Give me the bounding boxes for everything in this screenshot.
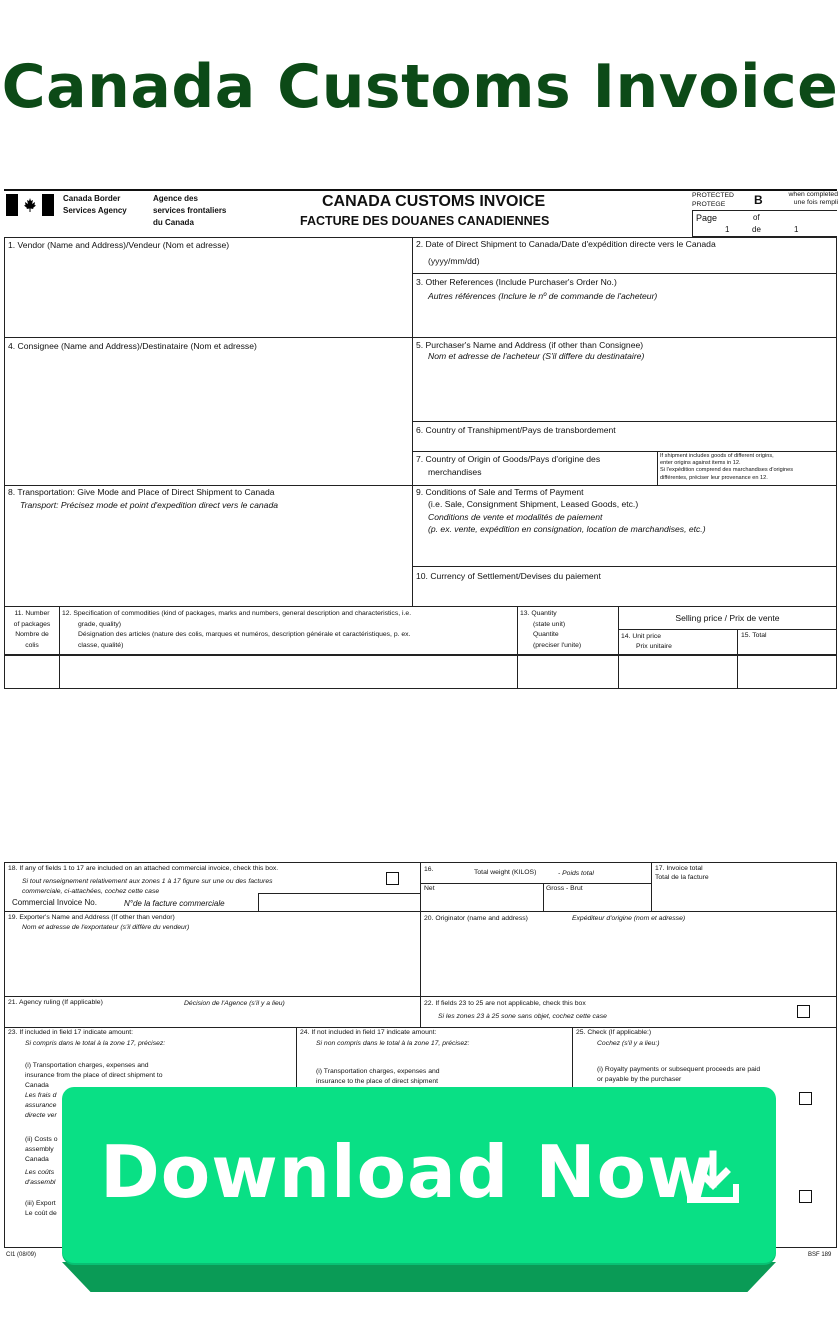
field-8-transportation[interactable]: 8. Transportation: Give Mode and Place of Direct Shipment to Canada [8,487,275,497]
when-completed-note: when completed une fois rempli [788,191,838,206]
field-5-fr: Nom et adresse de l'acheteur (S'il differe du destinataire) [428,351,645,361]
field-3-other-references[interactable]: 3. Other References (Include Purchaser's Order No.) [416,277,617,287]
field-25-i-checkbox[interactable] [799,1092,812,1105]
field-8-fr: Transport: Précisez mode et point d'expedition direct vers le canada [20,500,278,510]
commercial-invoice-no-fr: N°de la facture commerciale [124,899,225,908]
selling-price-header: Selling price / Prix de vente [675,613,780,623]
commercial-invoice-no-input[interactable] [259,894,419,910]
field-2-date-label: 2. Date of Direct Shipment to Canada/Date d'expédition directe vers le Canada [416,239,716,249]
field-21-agency-ruling[interactable]: 21. Agency ruling (If applicable) [8,999,103,1006]
field-9-conditions[interactable]: 9. Conditions of Sale and Terms of Payment [416,487,584,497]
field-18-checkbox[interactable] [386,872,399,885]
field-4-consignee[interactable]: 4. Consignee (Name and Address)/Destinataire (Nom et adresse) [8,341,257,351]
field-7-note: If shipment includes goods of different origins, enter origins against items in 12. Si l'expédition comprend des marchandises d'origines différentes, préciser leur provenance en 12. [660,453,794,481]
field-17-fr: Total de la facture [655,874,709,881]
de-label: de [752,225,761,234]
field-25-fr: Cochez (s'il y a lieu:) [597,1040,660,1047]
agency-name-en: Canada Border Services Agency [63,194,127,215]
field-25-i: (i) Royalty payments or subsequent proceeds are paid or payable by the purchaser [597,1066,761,1083]
field-20-fr: Expéditeur d'origine (nom et adresse) [572,915,686,922]
page-number: 1 [725,225,730,234]
field-17-invoice-total[interactable]: 17. Invoice total [655,865,703,872]
field-3-fr: Autres références (Inclure le nº de commande de l'acheteur) [428,291,658,301]
field-23-ii-fr: Les coûts d'assembl [25,1169,56,1186]
field-9-fr: Conditions de vente et modalités de paiement [428,512,603,522]
field-21-fr: Décision de l'Agence (s'il y a lieu) [184,1000,285,1007]
field-14-unit-price: 14. Unit price Prix unitaire [621,633,672,650]
field-22-checkbox[interactable] [797,1005,810,1018]
field-24-i[interactable]: (i) Transportation charges, expenses and insurance to the place of direct shipment [316,1068,440,1085]
field-1-vendor[interactable]: 1. Vendor (Name and Address)/Vendeur (Nom et adresse) [8,240,230,250]
field-11-packages: 11. Number of packages Nombre de colis [13,610,51,649]
field-16-weight-fr: - Poids total [558,870,594,877]
field-19-fr: Nom et adresse de l'exportateur (s'il diffère du vendeur) [22,924,190,931]
field-7-origin-cont: merchandises [428,467,482,477]
field-9-examples: (i.e. Sale, Consignment Shipment, Leased Goods, etc.) [428,499,639,509]
field-23-i[interactable]: (i) Transportation charges, expenses and insurance from the place of direct shipment to Canada [25,1062,163,1089]
field-9-fr-examples: (p. ex. vente, expédition en consignation, location de marchandises, etc.) [428,524,706,534]
commercial-invoice-no-label: Commercial Invoice No. [12,898,97,907]
field-22-fr: Si les zones 23 à 25 sone sans objet, cochez cette case [438,1013,607,1020]
field-2-date-input[interactable]: (yyyy/mm/dd) [428,256,480,266]
form-title-fr: FACTURE DES DOUANES CANADIENNES [300,214,550,228]
field-23-i-fr: Les frais d assurance directe ver [25,1092,57,1119]
field-16-gross[interactable]: Gross - Brut [546,885,583,892]
field-16-label: 16. [424,866,434,873]
field-16-net[interactable]: Net [424,885,435,892]
field-23-iii-fr: Le coût de [25,1210,57,1217]
of-label: of [753,213,760,222]
canada-flag-icon [6,194,54,216]
agency-name-fr: Agence des services frontaliers du Canada [153,194,227,227]
field-25-check: 25. Check (If applicable:) [576,1029,652,1036]
field-18-attached-invoice: 18. If any of fields 1 to 17 are included on an attached commercial invoice, check this box. [8,865,279,872]
field-19-exporter[interactable]: 19. Exporter's Name and Address (If other than vendor) [8,914,175,921]
download-icon[interactable] [684,1150,742,1206]
page-label: Page [696,213,718,223]
download-button-shadow [62,1262,776,1292]
page-total: 1 [794,225,799,234]
field-10-currency[interactable]: 10. Currency of Settlement/Devises du paiement [416,571,601,581]
field-16-total-weight: Total weight (KILOS) [474,869,537,876]
form-code: CI1 (08/09) [6,1252,37,1258]
field-7-origin[interactable]: 7. Country of Origin of Goods/Pays d'origine des [416,454,601,464]
form-title-en: CANADA CUSTOMS INVOICE [322,193,546,210]
field-24-not-included: 24. If not included in field 17 indicate amount: [300,1029,437,1036]
field-23-fr: Si compris dans le total à la zone 17, précisez: [25,1040,166,1047]
protected-label-fr: PROTEGE [692,201,726,208]
protected-label: PROTECTED [692,192,734,199]
field-23-included: 23. If included in field 17 indicate amount: [8,1029,134,1036]
protected-level: B [754,193,763,207]
field-5-purchaser[interactable]: 5. Purchaser's Name and Address (if other than Consignee) [416,340,644,350]
field-18-fr: Si tout renseignement relativement aux zones 1 à 17 figure sur une ou des factures commerciale, ci-attachées, cochez cette case [22,878,273,895]
field-23-ii[interactable]: (ii) Costs o assembly Canada [25,1136,58,1163]
field-15-total: 15. Total [741,632,767,639]
page-title: Canada Customs Invoice [1,52,839,122]
field-23-iii[interactable]: (iii) Export [25,1200,56,1207]
bsf-code: BSF 189 [808,1252,832,1258]
field-24-fr: Si non compris dans le total à la zone 17, précisez: [316,1040,470,1047]
field-6-transhipment[interactable]: 6. Country of Transhipment/Pays de transbordement [416,425,616,435]
field-25-ii-checkbox[interactable] [799,1190,812,1203]
field-13-quantity: 13. Quantity (state unit) Quantite (preciser l'unite) [520,610,582,649]
field-12-commodities: 12. Specification of commodities (kind of packages, marks and numbers, general description and characteristics, i.e. grade, quality) Désignation des articles (nature des colis, marques et numéros, description générale et caractéristiques, p. ex. classe, qualité) [62,610,412,649]
download-button-label[interactable]: Download Now [100,1130,715,1214]
field-20-originator[interactable]: 20. Originator (name and address) [424,915,528,922]
field-22-not-applicable: 22. If fields 23 to 25 are not applicable, check this box [424,1000,586,1007]
